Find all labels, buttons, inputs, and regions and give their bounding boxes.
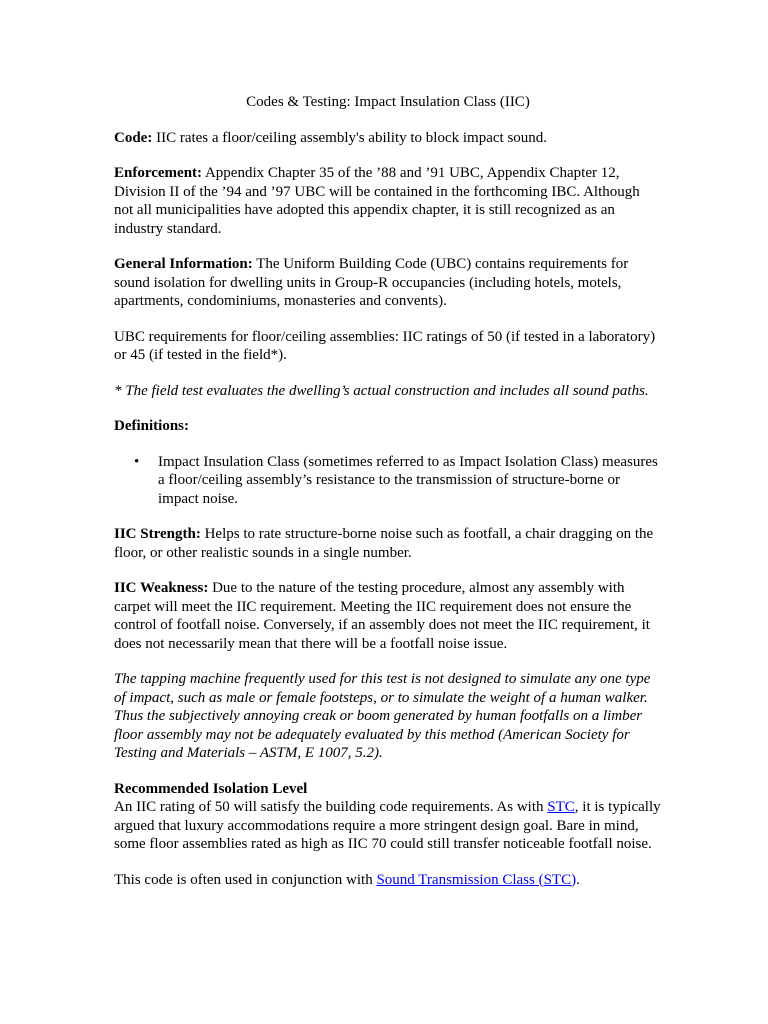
conjunction-text-after: . — [576, 871, 580, 888]
iic-strength-paragraph — [114, 525, 662, 562]
tapping-machine-note: The tapping machine frequently used for this test is not designed to simulate any one type of impact, such as male or female footsteps, or to simulate the weight of a human walker. Thus the subjectively annoying creak or boom generated by human footfalls on a limber floor assembly may not be adequately evaluated by this method (American Society for Testing and Materials – ASTM, E 1007, 5.2). — [114, 671, 651, 761]
document-page — [114, 93, 662, 906]
definition-text: Impact Insulation Class (sometimes referred to as Impact Isolation Class) measures a floor/ceiling assembly’s resistance to the transmission of structure-borne or impact noise. — [158, 453, 658, 507]
definitions-list — [114, 453, 662, 509]
recommended-paragraph — [114, 798, 662, 854]
enforcement-label: Enforcement: — [114, 165, 203, 181]
ubc-requirements-paragraph: UBC requirements for floor/ceiling assemblies: IIC ratings of 50 (if tested in a laboratory) or 45 (if tested in the field*). — [114, 328, 656, 363]
conjunction-paragraph — [114, 871, 662, 890]
iic-strength-label: IIC Strength: — [114, 526, 201, 542]
enforcement-text: Appendix Chapter 35 of the ’88 and ’91 UBC, Appendix Chapter 12, Division II of the ’94 and ’97 UBC will be contained in the forthcoming IBC. Although not all municipalities have adopted this appendix chapter, it is still recognized as an industry standard. — [114, 165, 640, 237]
iic-weakness-label: IIC Weakness: — [114, 580, 209, 596]
recommended-text-before: An IIC rating of 50 will satisfy the building code requirements. As with — [114, 799, 548, 815]
field-test-note: * The field test evaluates the dwelling’s actual construction and includes all sound paths. — [114, 382, 649, 399]
stc-link[interactable]: STC — [547, 799, 575, 815]
iic-weakness-text: Due to the nature of the testing procedure, almost any assembly with carpet will meet the IIC requirement. Meeting the IIC requirement does not ensure the control of footfall noise. Conversely, if an assembly does not meet the IIC requirement, it does not necessarily mean that there will be a footfall noise issue. — [114, 580, 650, 652]
bullet-icon: • — [134, 453, 140, 470]
general-information-label: General Information: — [114, 256, 253, 272]
general-information-paragraph — [114, 255, 662, 311]
sound-transmission-class-link[interactable]: Sound Transmission Class (STC) — [376, 871, 577, 888]
conjunction-text-before: This code is often used in conjunction with — [114, 871, 377, 888]
list-item — [114, 453, 662, 509]
recommended-text-after: , it is typically argued that luxury accommodations require a more stringent design goal. Bare in mind, some floor assemblies rated as high as IIC 70 could still transfer noticeable footfall noise. — [114, 799, 661, 852]
iic-weakness-paragraph — [114, 579, 662, 653]
code-paragraph — [114, 129, 662, 148]
enforcement-paragraph — [114, 164, 662, 238]
code-label: Code: — [114, 129, 153, 146]
page-title: Codes & Testing: Impact Insulation Class (IIC) — [246, 94, 530, 110]
iic-strength-text: Helps to rate structure-borne noise such as footfall, a chair dragging on the floor, or other realistic sounds in a single number. — [114, 526, 654, 561]
code-text: IIC rates a floor/ceiling assembly's ability to block impact sound. — [152, 129, 548, 146]
definitions-heading: Definitions: — [114, 418, 189, 434]
general-information-text: The Uniform Building Code (UBC) contains requirements for sound isolation for dwelling units in Group-R occupancies (including hotels, motels, apartments, condominiums, monasteries and convents). — [114, 256, 629, 309]
recommended-heading: Recommended Isolation Level — [114, 780, 308, 797]
